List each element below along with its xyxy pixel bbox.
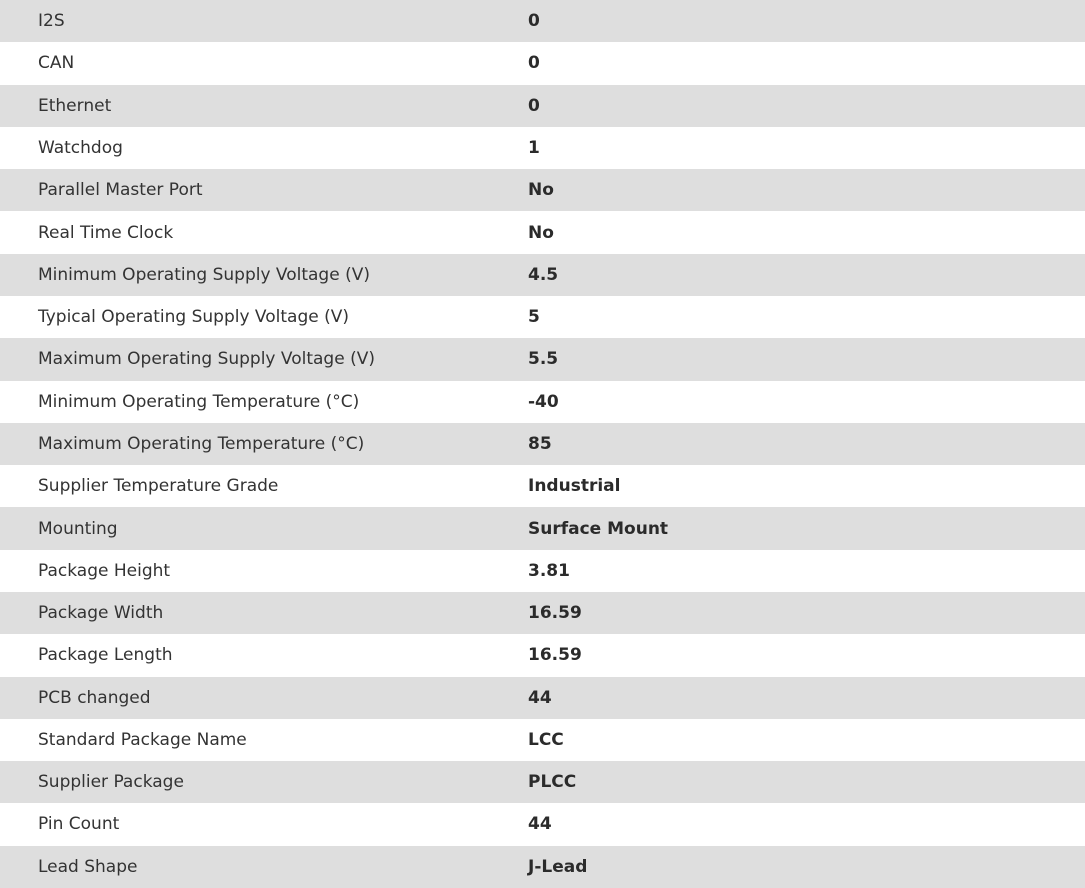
spec-value: Surface Mount [528, 518, 669, 539]
spec-row-package-height [0, 550, 1085, 592]
spec-label: Package Length [38, 645, 173, 666]
spec-value: PLCC [528, 772, 577, 793]
spec-value: 16.59 [528, 645, 582, 666]
spec-row-max-temperature [0, 423, 1085, 465]
spec-label: Package Height [38, 560, 171, 581]
spec-row-min-temperature [0, 381, 1085, 423]
spec-label: Standard Package Name [38, 729, 247, 750]
spec-label: Maximum Operating Supply Voltage (V) [38, 349, 375, 370]
spec-value: -40 [528, 391, 559, 412]
spec-value: 1 [528, 137, 540, 158]
spec-label: Ethernet [38, 95, 112, 116]
spec-label: Watchdog [38, 137, 123, 158]
spec-value: 5 [528, 307, 540, 328]
spec-row-can [0, 42, 1085, 84]
spec-row-lead-shape [0, 846, 1085, 888]
spec-row-standard-package-name [0, 719, 1085, 761]
spec-label: CAN [38, 53, 75, 74]
spec-row-supplier-package [0, 761, 1085, 803]
spec-label: Lead Shape [38, 856, 138, 877]
spec-row-package-width [0, 592, 1085, 634]
spec-row-pin-count [0, 803, 1085, 845]
spec-value: 4.5 [528, 264, 559, 285]
spec-row-watchdog [0, 127, 1085, 169]
spec-label: Minimum Operating Temperature (°C) [38, 391, 360, 412]
spec-value: J-Lead [528, 856, 588, 877]
spec-value: 5.5 [528, 349, 559, 370]
spec-value: Industrial [528, 476, 621, 497]
spec-value: 85 [528, 433, 552, 454]
spec-row-ethernet [0, 85, 1085, 127]
spec-value: 16.59 [528, 603, 582, 624]
spec-label: Supplier Package [38, 772, 184, 793]
spec-row-typical-supply-voltage [0, 296, 1085, 338]
spec-value: 0 [528, 53, 540, 74]
spec-value: No [528, 180, 554, 201]
spec-value: 0 [528, 95, 540, 116]
spec-label: Parallel Master Port [38, 180, 203, 201]
spec-label: I2S [38, 11, 65, 32]
spec-label: Mounting [38, 518, 118, 539]
spec-row-max-supply-voltage [0, 338, 1085, 380]
spec-row-package-length [0, 634, 1085, 676]
spec-row-i2s [0, 0, 1085, 42]
spec-label: Typical Operating Supply Voltage (V) [38, 307, 349, 328]
spec-row-min-supply-voltage [0, 254, 1085, 296]
spec-label: Minimum Operating Supply Voltage (V) [38, 264, 370, 285]
spec-value: LCC [528, 729, 564, 750]
spec-label: Supplier Temperature Grade [38, 476, 279, 497]
spec-label: Maximum Operating Temperature (°C) [38, 433, 365, 454]
spec-row-real-time-clock [0, 211, 1085, 253]
spec-value: No [528, 222, 554, 243]
spec-label: Package Width [38, 603, 164, 624]
spec-value: 3.81 [528, 560, 570, 581]
spec-label: PCB changed [38, 687, 151, 708]
spec-row-mounting [0, 507, 1085, 549]
spec-value: 0 [528, 11, 540, 32]
spec-label: Pin Count [38, 814, 120, 835]
spec-row-parallel-master-port [0, 169, 1085, 211]
spec-value: 44 [528, 814, 552, 835]
spec-label: Real Time Clock [38, 222, 174, 243]
spec-row-temperature-grade [0, 465, 1085, 507]
spec-row-pcb-changed [0, 677, 1085, 719]
spec-value: 44 [528, 687, 552, 708]
